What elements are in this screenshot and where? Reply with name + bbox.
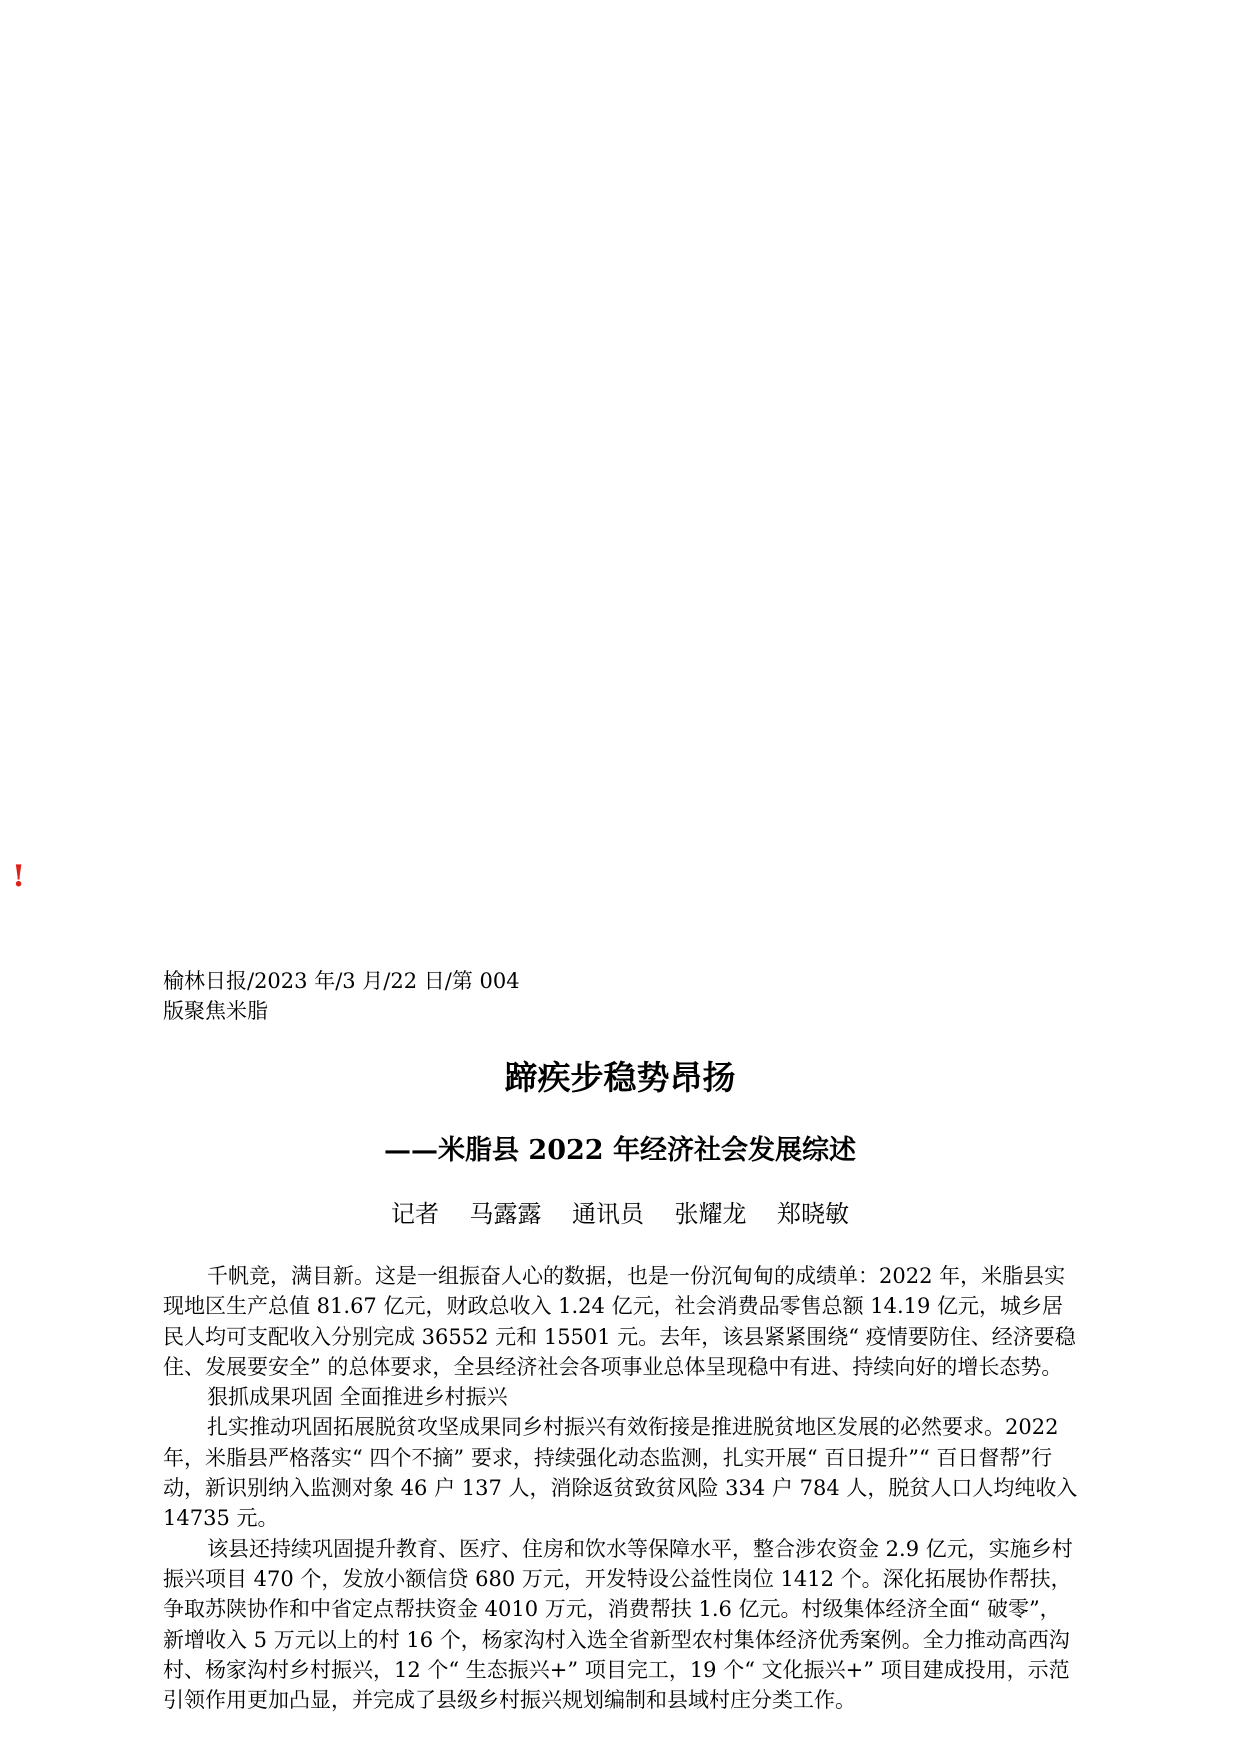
article-title: 蹄疾步稳势昂扬 [504, 1058, 736, 1097]
article-byline: 记者 马露露 通讯员 张耀龙 郑晓敏 [390, 1200, 850, 1228]
warning-mark: ! [12, 859, 26, 894]
section-heading: 狠抓成果巩固 全面推进乡村振兴 [207, 1385, 508, 1410]
article-body [163, 1261, 1080, 1715]
paragraph-3: 该县还持续巩固提升教育、医疗、住房和饮水等保障水平，整合涉农资金 2.9 亿元，实施乡村振兴项目 470 个，发放小额信贷 680 万元，开发特设公益性岗位 1412 个。深化拓展协作帮扶，争取苏陕协作和中省定点帮扶资金 4010 万元，消费帮扶 1.6 亿元。村级集体经济全面“ 破零”，新增收入 5 万元以上的村 16 个，杨家沟村入选全省新型农村集体经济优秀案例。全力推动高西沟村、杨家沟村乡村振兴，12 个“ 生态振兴+” 项目完工，19 个“ 文化振兴+” 项目建成投用，示范引领作用更加凸显，并完成了县级乡村振兴规划编制和县域村庄分类工作。 [163, 1536, 1073, 1713]
source-line-2: 版聚焦米脂 [163, 999, 268, 1023]
article-subtitle: ——米脂县 2022 年经济社会发展综述 [384, 1135, 856, 1166]
paragraph-2: 扎实推动巩固拓展脱贫攻坚成果同乡村振兴有效衔接是推进脱贫地区发展的必然要求。2022 年，米脂县严格落实“ 四个不摘” 要求，持续强化动态监测，扎实开展“ 百日提升”“ 百日督帮”行动，新识别纳入监测对象 46 户 137 人，消除返贫致贫风险 334 户 784 人，脱贫人口人均纯收入 14735 元。 [163, 1415, 1078, 1531]
paragraph-1: 千帆竞，满目新。这是一组振奋人心的数据，也是一份沉甸甸的成绩单：2022 年，米脂县实现地区生产总值 81.67 亿元，财政总收入 1.24 亿元，社会消费品零售总额 14.19 亿元，城乡居民人均可支配收入分别完成 36552 元和 15501 元。去年，该县紧紧围绕“ 疫情要防住、经济要稳住、发展要安全” 的总体要求，全县经济社会各项事业总体呈现稳中有进、持续向好的增长态势。 [163, 1264, 1076, 1379]
source-line-1: 榆林日报/2023 年/3 月/22 日/第 004 [163, 969, 520, 993]
source-info [163, 966, 583, 1026]
